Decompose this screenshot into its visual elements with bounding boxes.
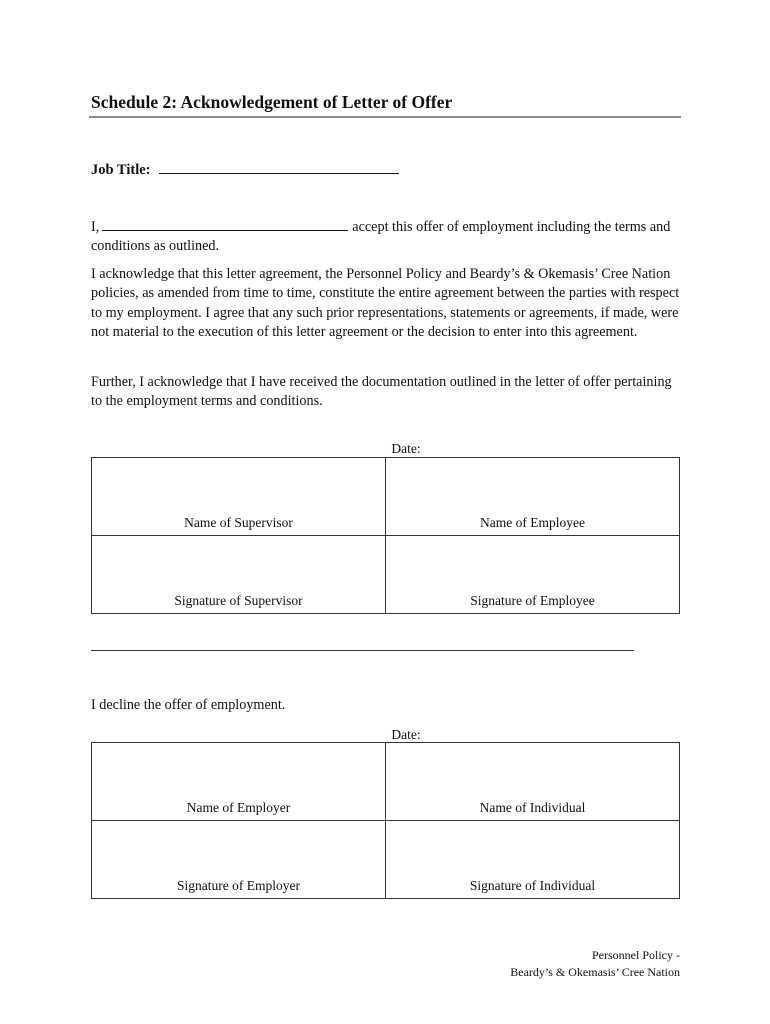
page-title: Schedule 2: Acknowledgement of Letter of Offer [91, 92, 453, 112]
job-title-row [91, 159, 399, 179]
decline-date-label: Date: [391, 727, 421, 742]
decline-statement: I decline the offer of employment. [91, 697, 286, 713]
acceptance-suffix: accept this offer of employment including the terms and conditions as outlined. [91, 219, 671, 255]
footer-line-2: Beardy’s & Okemasis’ Cree Nation [510, 964, 680, 979]
table-row [92, 536, 680, 614]
acknowledgement-paragraph: I acknowledge that this letter agreement, the Personnel Policy and Beardy’s & Okemasis’ Cree Nation policies, as amended from time to time, constitute the entire agreement between the parties with respect to my employment. I agree that any such prior representations, statements or agreements, if made, were not material to the execution of this letter agreement or the decision to enter into this agreement. [91, 266, 680, 341]
section-divider [91, 650, 634, 651]
decline-signature-table [91, 742, 680, 899]
supervisor-name-cell[interactable] [92, 458, 386, 536]
supervisor-signature-label: Signature of Supervisor [174, 593, 303, 608]
acceptance-prefix: I, [91, 219, 100, 235]
table-row [92, 743, 680, 821]
job-title-label: Job Title: [91, 162, 151, 178]
job-title-blank[interactable] [159, 159, 399, 174]
footer-line-1: Personnel Policy - [592, 948, 680, 962]
individual-signature-cell[interactable] [386, 821, 680, 899]
employer-signature-label: Signature of Employer [177, 878, 300, 893]
table-row [92, 458, 680, 536]
supervisor-signature-cell[interactable] [92, 536, 386, 614]
supervisor-name-label: Name of Supervisor [184, 515, 293, 530]
acceptor-name-blank[interactable] [102, 217, 348, 231]
acceptance-signature-table [91, 457, 680, 614]
employer-name-label: Name of Employer [186, 800, 291, 815]
individual-name-label: Name of Individual [479, 800, 586, 815]
individual-name-cell[interactable] [386, 743, 680, 821]
acceptance-statement [91, 217, 683, 257]
employer-signature-cell[interactable] [92, 821, 386, 899]
acceptance-date-label: Date: [391, 441, 421, 456]
employee-signature-cell[interactable] [386, 536, 680, 614]
employer-name-cell[interactable] [92, 743, 386, 821]
employee-signature-label: Signature of Employee [470, 593, 595, 608]
page-footer [510, 947, 680, 980]
title-underline [89, 116, 681, 118]
employee-name-cell[interactable] [386, 458, 680, 536]
documentation-paragraph: Further, I acknowledge that I have received the documentation outlined in the letter of offer pertaining to the employment terms and conditions. [91, 374, 672, 410]
individual-signature-label: Signature of Individual [469, 878, 596, 893]
employee-name-label: Name of Employee [480, 515, 585, 530]
table-row [92, 821, 680, 899]
